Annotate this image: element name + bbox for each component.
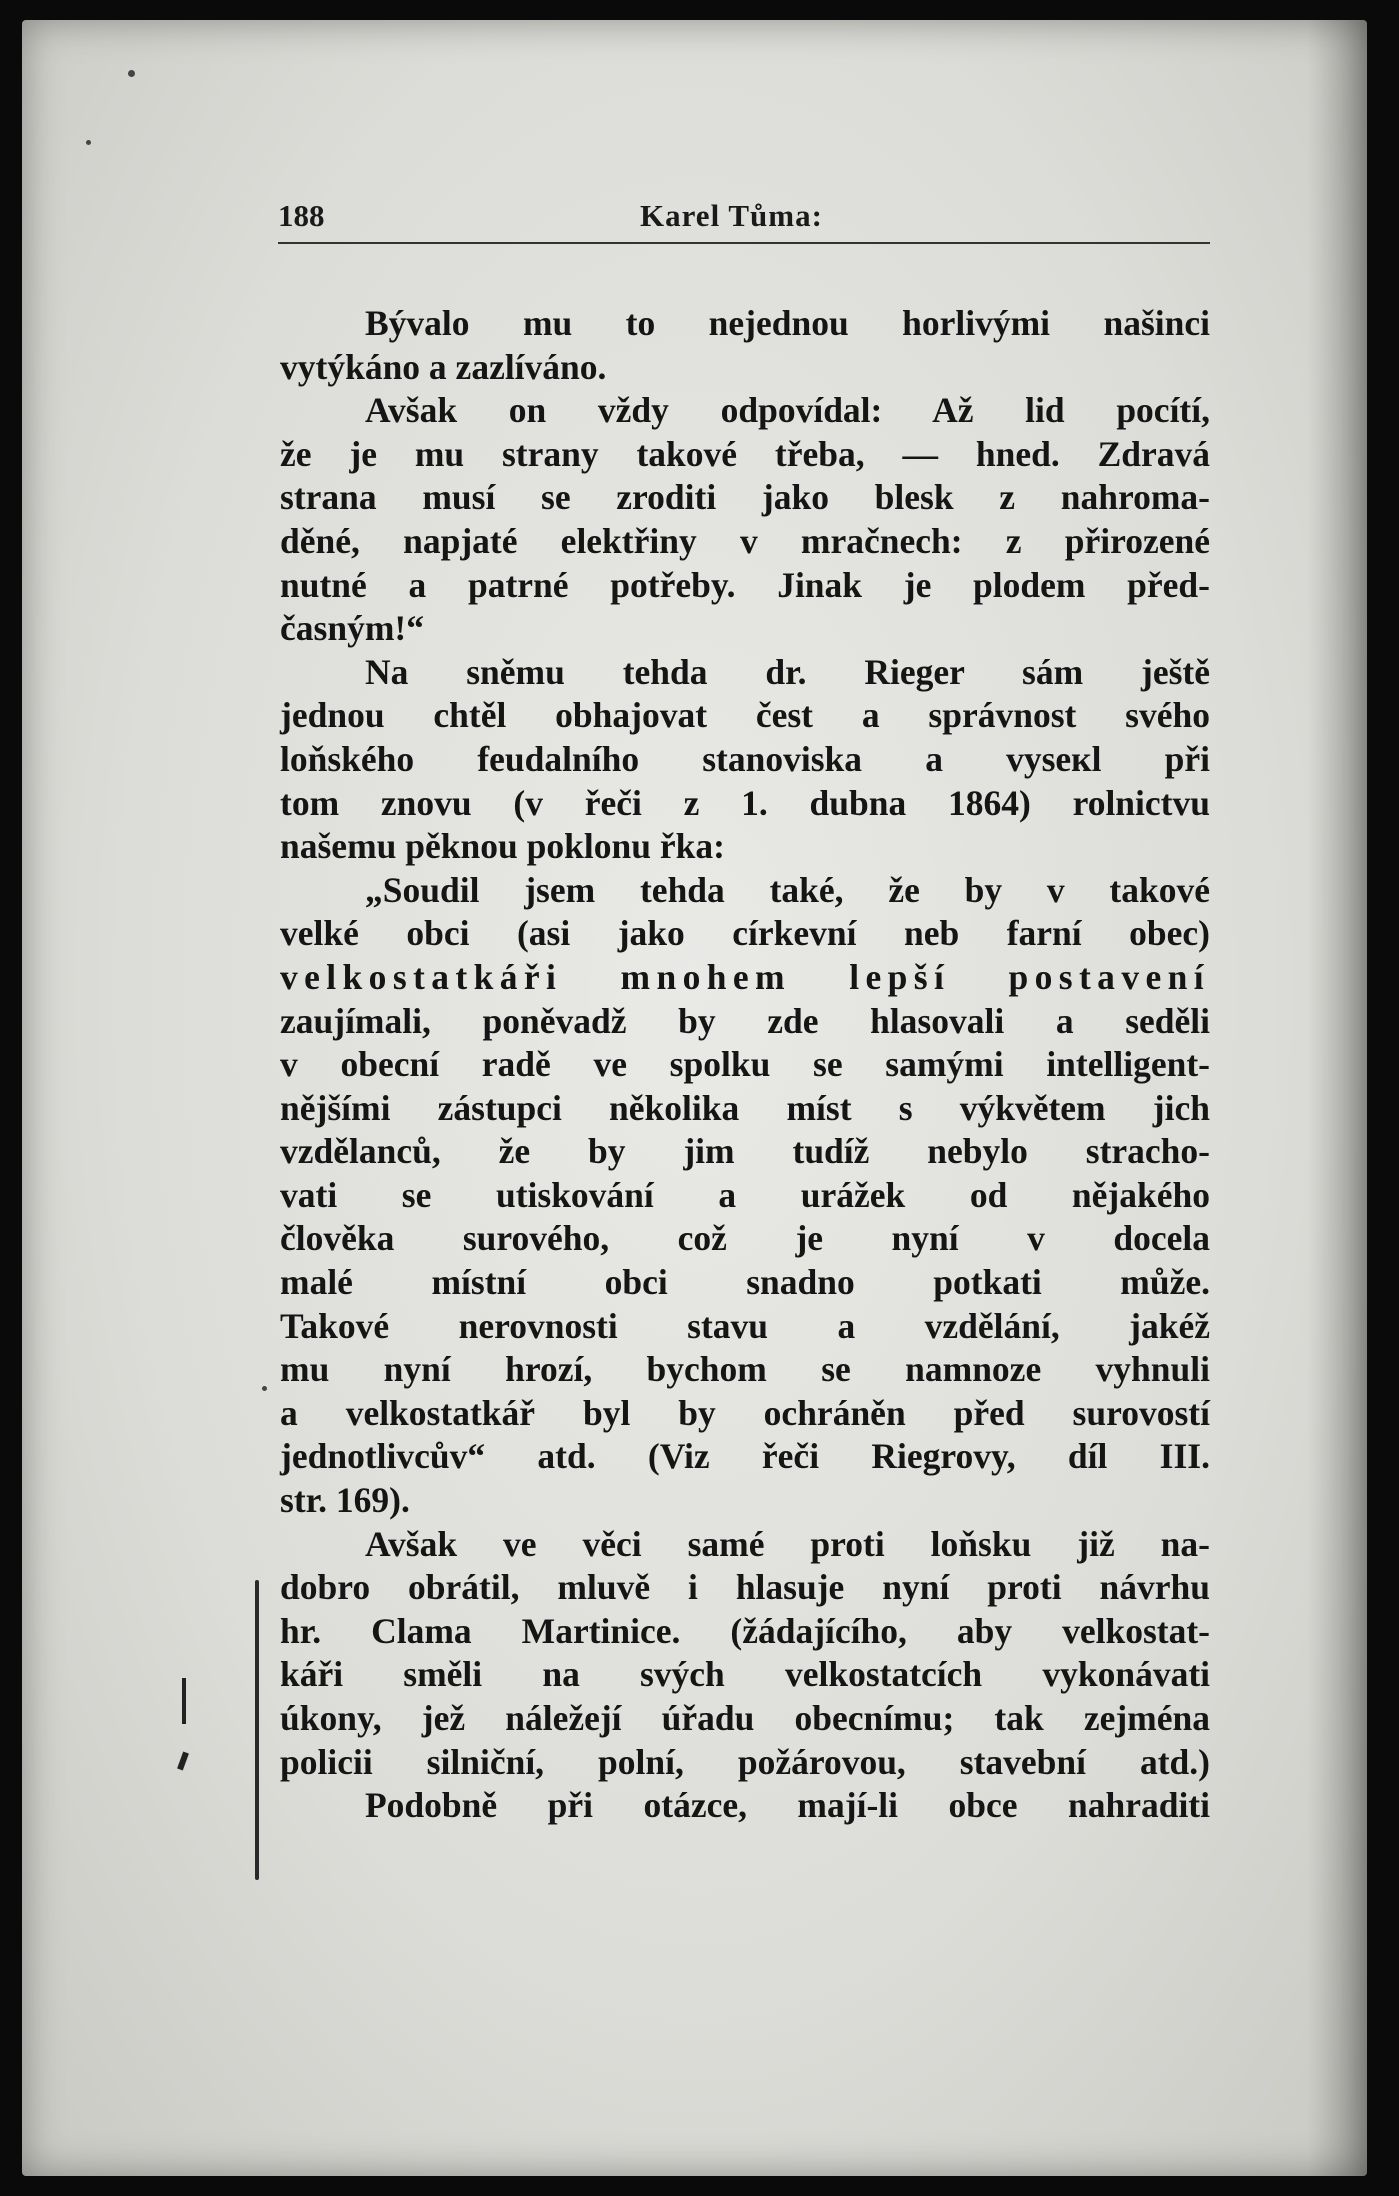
text-line: vytýkáno a zazlíváno. [280, 346, 607, 387]
text-line: časným!“ [280, 608, 424, 649]
margin-pencil-mark [182, 1678, 186, 1724]
dust-speck [86, 140, 91, 145]
text-line: a velkostatkář byl by ochráněn před surovostí [280, 1392, 1210, 1433]
margin-bracket [255, 1580, 259, 1880]
text-line: nutné a patrné potřeby. Jinak je plodem před- [280, 564, 1210, 605]
text-line: hr. Clama Martinice. (žádajícího, aby velkostat- [280, 1610, 1210, 1651]
text-line: jednou chtěl obhajovat čest a správnost svého [280, 695, 1210, 736]
text-line: Podobně při otázce, mají-li obce nahraditi [365, 1785, 1210, 1826]
text-line: jednotlivcův“ atd. (Viz řeči Riegrovy, díl III. [280, 1436, 1210, 1477]
gutter-shadow [1307, 20, 1367, 2176]
page-number: 188 [278, 198, 325, 233]
text-line: káři směli na svých velkostatcích vykonávati [280, 1654, 1210, 1695]
dust-speck [262, 1386, 267, 1391]
text-line: Na sněmu tehda dr. Rieger sám ještě [365, 651, 1210, 692]
text-line: strana musí se zroditi jako blesk z nahroma- [280, 477, 1210, 518]
running-head: Karel Tůma: [640, 198, 823, 233]
text-line: mu nyní hrozí, bychom se namnoze vyhnuli [280, 1349, 1210, 1390]
text-line: Takové nerovnosti stavu a vzdělání, jakéž [280, 1305, 1210, 1346]
header-rule [278, 242, 1210, 244]
text-line: dobro obrátil, mluvě i hlasuje nyní proti návrhu [280, 1567, 1210, 1608]
text-line: velkostatkáři mnohem lepší postavení [280, 956, 1210, 997]
text-line: vati se utiskování a urážek od nějakého [280, 1174, 1210, 1215]
text-line: vzdělanců, že by jim tudíž nebylo stracho- [280, 1131, 1210, 1172]
text-line: zaujímali, poněvadž by zde hlasovali a seděli [280, 1000, 1210, 1041]
text-line: Avšak on vždy odpovídal: Až lid pocítí, [365, 390, 1210, 431]
text-line: velké obci (asi jako církevní neb farní obec) [280, 913, 1210, 954]
text-line: nějšími zástupci několika míst s výkvětem jich [280, 1087, 1210, 1128]
text-line: že je mu strany takové třeba, — hned. Zdravá [280, 433, 1210, 474]
text-line: str. 169). [280, 1480, 410, 1521]
text-line: v obecní radě ve spolku se samými intelligent- [280, 1044, 1210, 1085]
page-header [278, 198, 1208, 238]
text-line: děné, napjaté elektřiny v mračnech: z přirozené [280, 520, 1210, 561]
text-line: Bývalo mu to nejednou horlivými našinci [365, 303, 1210, 343]
text-line: malé místní obci snadno potkati může. [280, 1262, 1210, 1303]
text-line: loňského feudalního stanoviska a vyseкl při [280, 738, 1210, 779]
text-line: tom znovu (v řeči z 1. dubna 1864) rolnictvu [280, 782, 1210, 823]
text-line: policii silniční, polní, požárovou, stavební atd.) [280, 1741, 1210, 1782]
text-line: Avšak ve věci samé proti loňsku již na- [365, 1523, 1210, 1564]
body-text [280, 302, 1210, 1828]
text-line: našemu pěknou poklonu řka: [280, 826, 725, 867]
text-line: „Soudil jsem tehda také, že by v takové [365, 869, 1210, 910]
dust-speck [128, 70, 135, 77]
text-line: člověka surového, což je nyní v docela [280, 1218, 1210, 1259]
text-line: úkony, jež náležejí úřadu obecnímu; tak zejména [280, 1698, 1210, 1738]
